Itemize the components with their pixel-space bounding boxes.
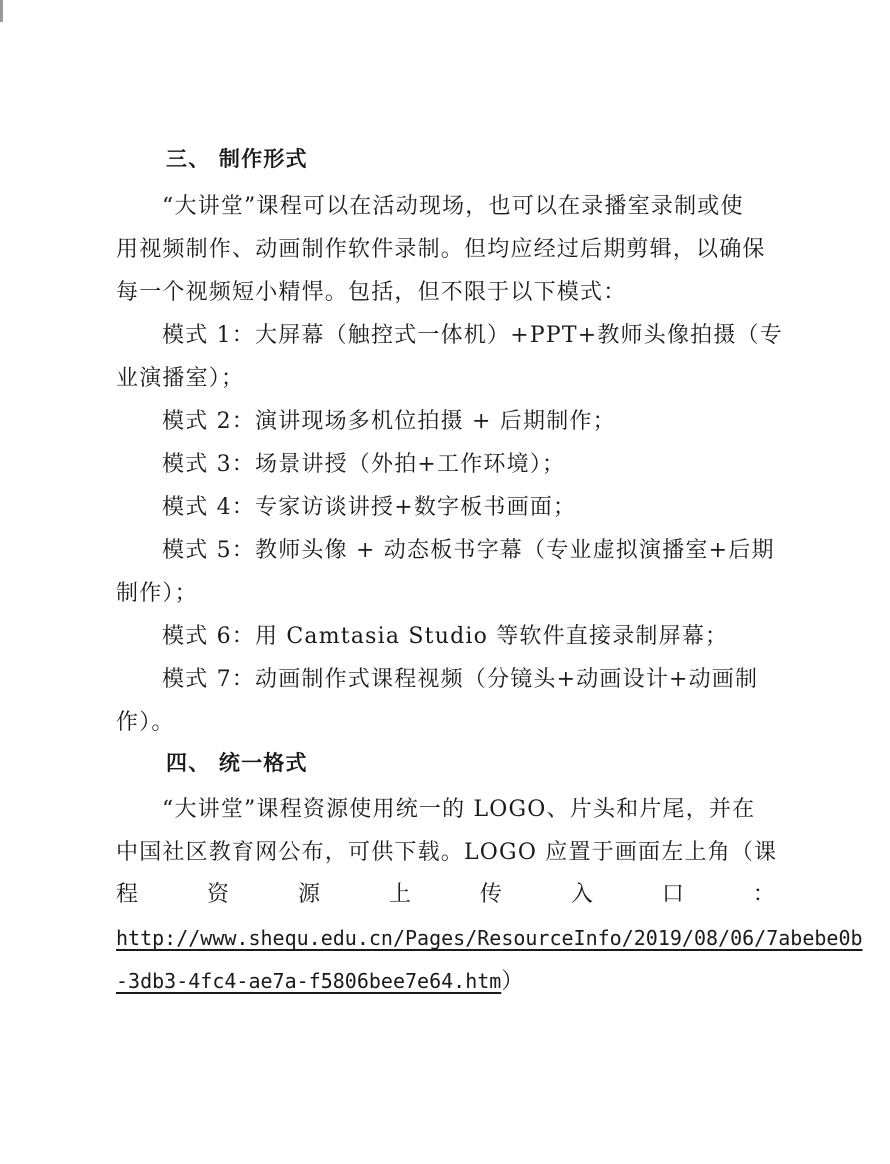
- mode-7-line-cont: 作）。: [116, 710, 175, 735]
- scan-edge-mark: [0, 0, 3, 22]
- spread-char: ：: [752, 882, 776, 907]
- mode-3-line: 模式 3：场景讲授（外拍+工作环境）；: [162, 452, 566, 477]
- section-3-heading: 三、 制作形式: [166, 147, 308, 171]
- mode-4-line: 模式 4：专家访谈讲授+数字板书画面；: [162, 495, 577, 520]
- spread-char: 源: [297, 882, 322, 907]
- resource-link-line-cont[interactable]: [116, 966, 776, 997]
- spread-char: 程: [116, 882, 140, 907]
- paragraph-line: “大讲堂”课程资源使用统一的 LOGO、片头和片尾，并在: [162, 797, 756, 822]
- spread-char: 传: [479, 882, 504, 907]
- resource-link[interactable]: http://www.shequ.edu.cn/Pages/ResourceInfo/2019/08/06/7abebe0b: [116, 926, 863, 950]
- spread-char: 入: [570, 882, 595, 907]
- paragraph-line: 每一个视频短小精悍。包括，但不限于以下模式：: [116, 280, 627, 305]
- paragraph-line: 中国社区教育网公布，可供下载。LOGO 应置于画面左上角（课: [116, 840, 778, 865]
- resource-link-cont[interactable]: -3db3-4fc4-ae7a-f5806bee7e64.htm: [116, 969, 502, 993]
- spread-char: 口: [661, 882, 686, 907]
- mode-5-line: 模式 5：教师头像 + 动态板书字幕（专业虚拟演播室+后期: [162, 538, 775, 563]
- mode-6-line: 模式 6：用 Camtasia Studio 等软件直接录制屏幕；: [162, 624, 729, 649]
- spread-char: 资: [206, 882, 231, 907]
- paragraph-line: 用视频制作、动画制作软件录制。但均应经过后期剪辑，以确保: [116, 237, 766, 262]
- mode-7-line: 模式 7：动画制作式课程视频（分镜头+动画设计+动画制: [162, 667, 759, 692]
- mode-2-line: 模式 2：演讲现场多机位拍摄 + 后期制作；: [162, 409, 616, 434]
- paragraph-line: “大讲堂”课程可以在活动现场，也可以在录播室录制或使: [162, 194, 744, 219]
- mode-5-line-cont: 制作）；: [116, 581, 198, 606]
- mode-1-line-cont: 业演播室）；: [116, 366, 245, 391]
- closing-paren: ）: [501, 969, 525, 994]
- spread-line: [116, 880, 776, 910]
- mode-1-line: 模式 1：大屏幕（触控式一体机）+PPT+教师头像拍摄（专: [162, 323, 783, 348]
- resource-link-line[interactable]: [116, 923, 863, 954]
- spread-char: 上: [388, 882, 413, 907]
- section-4-heading: 四、 统一格式: [166, 751, 308, 775]
